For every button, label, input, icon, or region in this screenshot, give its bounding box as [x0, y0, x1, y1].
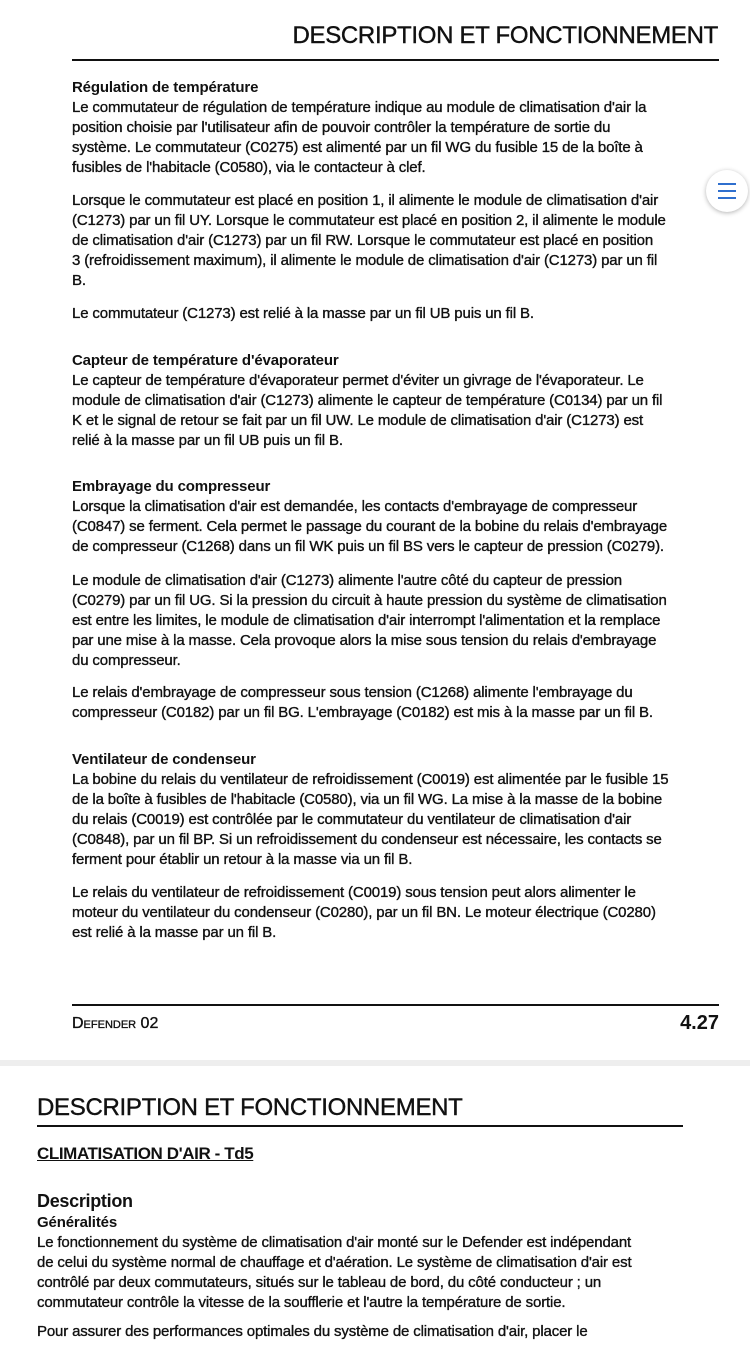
- text-line: est relié à la masse par un fil B.: [72, 924, 277, 941]
- text-block: [72, 351, 662, 451]
- text-line: de compresseur (C1268) dans un fil WK puis un fil BS vers le capteur de pression (C0279).: [72, 538, 664, 555]
- text-line: moteur du ventilateur du condenseur (C0280), par un fil BN. Le moteur électrique (C0280): [72, 904, 656, 921]
- text-line: compresseur (C0182) par un fil BG. L'embrayage (C0182) est mis à la masse par un fil B.: [72, 704, 653, 721]
- text-line: Le relais d'embrayage de compresseur sous tension (C1268) alimente l'embrayage du: [72, 684, 633, 701]
- text-line: Le commutateur de régulation de température indique au module de climatisation d'air la: [72, 99, 647, 116]
- text-line: (C1273) par un fil UY. Lorsque le commutateur est placé en position 2, il alimente le module: [72, 212, 666, 229]
- text-block: [72, 477, 667, 557]
- page-header-title: DESCRIPTION ET FONCTIONNEMENT: [292, 22, 718, 49]
- text-line: commutateur contrôle la vitesse de la soufflerie et l'autre la température de sortie.: [37, 1294, 566, 1311]
- text-line: position choisie par l'utilisateur afin de pouvoir contrôler la température de sortie du: [72, 119, 611, 136]
- text-line: par une mise à la masse. Cela provoque alors la mise sous tension du relais d'embrayage: [72, 632, 657, 649]
- text-line: Le module de climatisation d'air (C1273) alimente l'autre côté du capteur de pression: [72, 572, 622, 589]
- text-line: système. Le commutateur (C0275) est alimenté par un fil WG du fusible 15 de la boîte à: [72, 139, 643, 156]
- menu-icon: [718, 183, 736, 185]
- section-heading: Régulation de température: [72, 79, 259, 96]
- text-line: B.: [72, 272, 86, 289]
- section-heading: Embrayage du compresseur: [72, 478, 271, 495]
- subheading: Généralités: [37, 1214, 118, 1231]
- text-block: [72, 191, 666, 291]
- text-line: module de climatisation d'air (C1273) alimente le capteur de température (C0134) par un fil: [72, 392, 663, 409]
- text-line: Lorsque la climatisation d'air est demandée, les contacts d'embrayage de compresseur: [72, 498, 638, 515]
- text-line: 3 (refroidissement maximum), il alimente le module de climatisation d'air (C1273) par un fil: [72, 252, 658, 269]
- text-line: relié à la masse par un fil UB puis un fil B.: [72, 432, 343, 449]
- text-line: fusibles de l'habitacle (C0580), via le contacteur à clef.: [72, 159, 426, 176]
- footer-left: Defender 02: [72, 1015, 159, 1032]
- text-line: Le capteur de température d'évaporateur permet d'éviter un givrage de l'évaporateur. Le: [72, 372, 644, 389]
- text-line: (C0847) se ferment. Cela permet le passage du courant de la bobine du relais d'embrayage: [72, 518, 668, 535]
- document-page-2: [0, 1066, 750, 1366]
- text-block: [72, 750, 668, 870]
- section-title: CLIMATISATION D'AIR - Td5: [37, 1144, 254, 1163]
- text-line: de celui du système normal de chauffage et d'aération. Le système de climatisation d'air est: [37, 1254, 632, 1271]
- text-block: [72, 304, 534, 324]
- menu-icon: [718, 190, 736, 192]
- menu-icon: [718, 197, 736, 199]
- text-block: [72, 683, 653, 723]
- text-line: du relais (C0019) est contrôlée par le commutateur du ventilateur de climatisation d'air: [72, 811, 632, 828]
- text-line: de climatisation d'air (C1273) par un fil RW. Lorsque le commutateur est placé en position: [72, 232, 654, 249]
- text-line: K et le signal de retour se fait par un fil UW. Le module de climatisation d'air (C1273) est: [72, 412, 644, 429]
- table-of-contents-button[interactable]: [706, 170, 748, 212]
- section-heading: Ventilateur de condenseur: [72, 751, 256, 768]
- text-line: Le commutateur (C1273) est relié à la masse par un fil UB puis un fil B.: [72, 305, 534, 322]
- text-line: contrôlé par deux commutateurs, situés sur le tableau de bord, du côté conducteur ; un: [37, 1274, 602, 1291]
- text-line: Le fonctionnement du système de climatisation d'air monté sur le Defender est indépendant: [37, 1234, 632, 1251]
- footer-rule: [72, 1004, 719, 1006]
- text-line: Lorsque le commutateur est placé en position 1, il alimente le module de climatisation d'air: [72, 192, 659, 209]
- section-heading: Capteur de température d'évaporateur: [72, 352, 339, 369]
- page-header-title: DESCRIPTION ET FONCTIONNEMENT: [37, 1094, 463, 1121]
- header-rule: [72, 59, 719, 61]
- page-number: 4.27: [680, 1012, 719, 1034]
- text-line: du compresseur.: [72, 652, 181, 669]
- header-rule: [37, 1125, 683, 1127]
- text-line: Pour assurer des performances optimales du système de climatisation d'air, placer le: [37, 1323, 588, 1340]
- text-line: de la boîte à fusibles de l'habitacle (C0580), via un fil WG. La mise à la masse de la bobine: [72, 791, 663, 808]
- text-line: est entre les limites, le module de climatisation d'air interrompt l'alimentation et la remplace: [72, 612, 661, 629]
- heading-description: Description: [37, 1191, 133, 1211]
- text-line: (C0279) par un fil UG. Si la pression du circuit à haute pression du système de climatisation: [72, 592, 667, 609]
- text-line: ferment pour établir un retour à la masse via un fil B.: [72, 851, 413, 868]
- text-block: [72, 571, 667, 671]
- text-line: Le relais du ventilateur de refroidissement (C0019) sous tension peut alors alimenter le: [72, 884, 636, 901]
- text-block: [72, 883, 656, 943]
- text-line: (C0848), par un fil BP. Si un refroidissement du condenseur est nécessaire, les contacts se: [72, 831, 662, 848]
- text-line: La bobine du relais du ventilateur de refroidissement (C0019) est alimentée par le fusible 15: [72, 771, 669, 788]
- text-block: [72, 78, 646, 178]
